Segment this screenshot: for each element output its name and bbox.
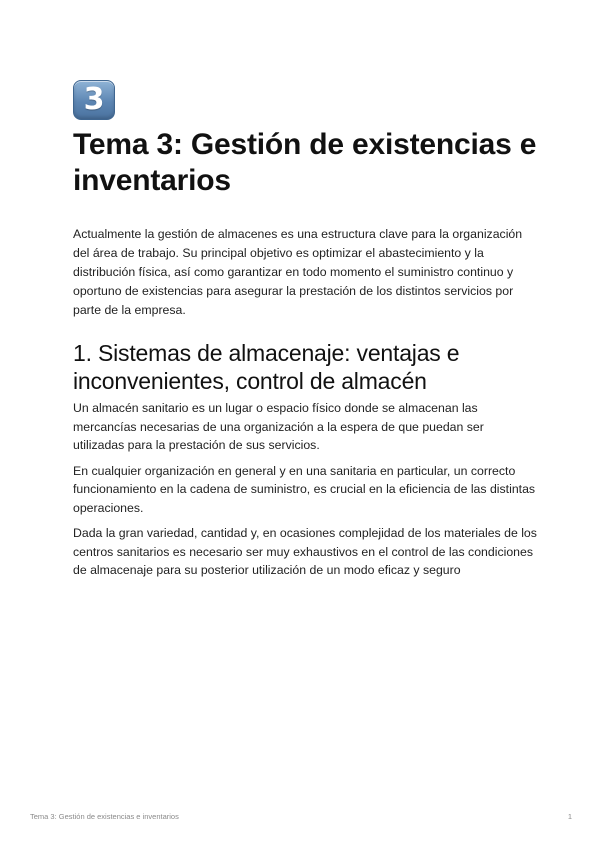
section-heading: 1. Sistemas de almacenaje: ventajas e inconvenientes, control de almacén xyxy=(73,340,460,394)
section-paragraph-2: En cualquier organización en general y en una sanitaria en particular, un correcto funcionamiento en la cadena de suministro, es crucial en la eficiencia de las distintas operaciones. xyxy=(73,463,536,515)
page-title: Tema 3: Gestión de existencias e inventarios xyxy=(73,128,537,197)
keycap-three-icon xyxy=(73,80,115,120)
section-paragraph-1: Un almacén sanitario es un lugar o espacio físico donde se almacenan las mercancías necesarias de una organización a la espera de que puedan ser utilizadas para la prestación de sus servicios. xyxy=(73,401,484,452)
footer-running-title: Tema 3: Gestión de existencias e inventarios xyxy=(30,812,179,821)
section-paragraph-3: Dada la gran variedad, cantidad y, en ocasiones complejidad de los materiales de los centros sanitarios es necesario ser muy exhaustivos en el control de las condiciones de almacenaje para su posterior utilización de un modo eficaz y seguro xyxy=(73,526,537,577)
keycap-three-digit: 3 xyxy=(83,82,105,117)
intro-paragraph: Actualmente la gestión de almacenes es una estructura clave para la organización del área de trabajo. Su principal objetivo es optimizar el abastecimiento y la distribución física, así como garantizar en todo momento el suministro continuo y oportuno de existencias para asegurar la prestación de los distintos servicios por parte de la empresa. xyxy=(73,227,523,317)
section-body xyxy=(73,399,538,587)
footer-page-number: 1 xyxy=(567,812,572,821)
